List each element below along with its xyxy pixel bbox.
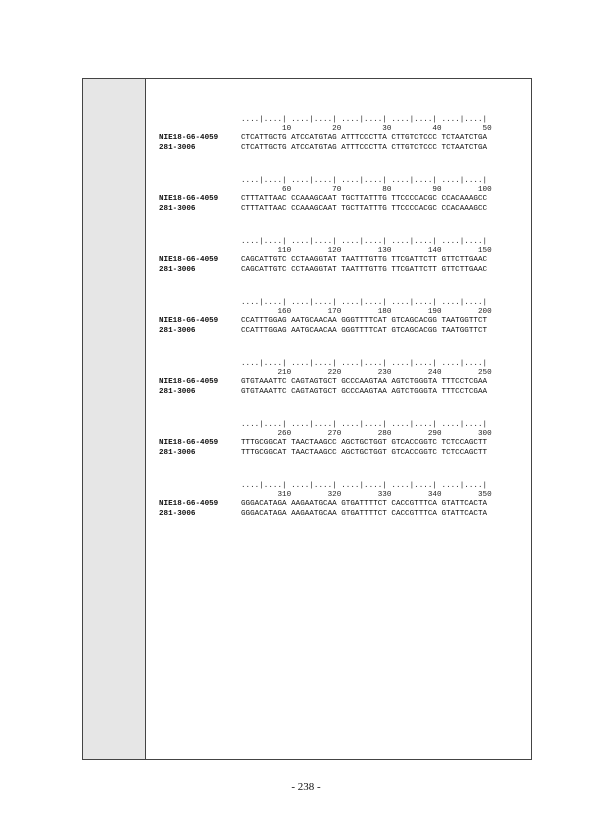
ruler-numbers: 10 20 30 40 50	[241, 125, 492, 133]
sequence-name: NIE18-G6-4059	[159, 195, 219, 203]
ruler-ticks: ....|....| ....|....| ....|....| ....|....| ....|....|	[241, 238, 488, 246]
ruler-numbers: 260 270 280 290 300	[241, 430, 492, 438]
alignment-block	[147, 238, 527, 288]
ruler-ticks: ....|....| ....|....| ....|....| ....|....| ....|....|	[241, 177, 488, 185]
alignment-content	[147, 79, 531, 759]
sequence-text: GTGTAAATTC CAGTAGTGCT GCCCAAGTAA AGTCTGGGTA TTTCCTCGAA	[241, 388, 488, 396]
sequence-name: 281-3006	[159, 266, 196, 274]
sequence-name: NIE18-G6-4059	[159, 134, 219, 142]
ruler-numbers: 210 220 230 240 250	[241, 369, 492, 377]
sequence-text: TTTGCGGCAT TAACTAAGCC AGCTGCTGGT GTCACCGGTC TCTCCAGCTT	[241, 439, 488, 447]
page-number: - 238 -	[291, 781, 321, 793]
alignment-block	[147, 299, 527, 349]
ruler-ticks: ....|....| ....|....| ....|....| ....|....| ....|....|	[241, 360, 488, 368]
sequence-text: TTTGCGGCAT TAACTAAGCC AGCTGCTGGT GTCACCGGTC TCTCCAGCTT	[241, 449, 488, 457]
sequence-name: NIE18-G6-4059	[159, 439, 219, 447]
alignment-block	[147, 421, 527, 471]
sequence-text: CTTTATTAAC CCAAAGCAAT TGCTTATTTG TTCCCCACGC CCACAAAGCC	[241, 205, 488, 213]
sequence-name: 281-3006	[159, 388, 196, 396]
sequence-text: CCATTTGGAG AATGCAACAA GGGTTTTCAT GTCAGCACGG TAATGGTTCT	[241, 327, 488, 335]
ruler-ticks: ....|....| ....|....| ....|....| ....|....| ....|....|	[241, 299, 488, 307]
alignment-frame	[82, 78, 532, 760]
sequence-name: NIE18-G6-4059	[159, 317, 219, 325]
sequence-name: NIE18-G6-4059	[159, 256, 219, 264]
sequence-name: 281-3006	[159, 327, 196, 335]
sequence-text: GGGACATAGA AAGAATGCAA GTGATTTTCT CACCGTTTCA GTATTCACTA	[241, 510, 488, 518]
left-margin-column	[83, 79, 146, 759]
sequence-text: CTTTATTAAC CCAAAGCAAT TGCTTATTTG TTCCCCACGC CCACAAAGCC	[241, 195, 488, 203]
alignment-block	[147, 360, 527, 410]
ruler-numbers: 60 70 80 90 100	[241, 186, 492, 194]
sequence-text: GGGACATAGA AAGAATGCAA GTGATTTTCT CACCGTTTCA GTATTCACTA	[241, 500, 488, 508]
sequence-name: 281-3006	[159, 510, 196, 518]
ruler-ticks: ....|....| ....|....| ....|....| ....|....| ....|....|	[241, 116, 488, 124]
ruler-ticks: ....|....| ....|....| ....|....| ....|....| ....|....|	[241, 421, 488, 429]
ruler-numbers: 160 170 180 190 200	[241, 308, 492, 316]
ruler-numbers: 110 120 130 140 150	[241, 247, 492, 255]
ruler-ticks: ....|....| ....|....| ....|....| ....|....| ....|....|	[241, 482, 488, 490]
ruler-numbers: 310 320 330 340 350	[241, 491, 492, 499]
sequence-name: NIE18-G6-4059	[159, 500, 219, 508]
sequence-text: GTGTAAATTC CAGTAGTGCT GCCCAAGTAA AGTCTGGGTA TTTCCTCGAA	[241, 378, 488, 386]
sequence-text: CTCATTGCTG ATCCATGTAG ATTTCCCTTA CTTGTCTCCC TCTAATCTGA	[241, 134, 488, 142]
sequence-text: CTCATTGCTG ATCCATGTAG ATTTCCCTTA CTTGTCTCCC TCTAATCTGA	[241, 144, 488, 152]
alignment-block	[147, 482, 527, 532]
alignment-block	[147, 177, 527, 227]
alignment-block	[147, 116, 527, 166]
sequence-text: CCATTTGGAG AATGCAACAA GGGTTTTCAT GTCAGCACGG TAATGGTTCT	[241, 317, 488, 325]
sequence-name: NIE18-G6-4059	[159, 378, 219, 386]
sequence-text: CAGCATTGTC CCTAAGGTAT TAATTTGTTG TTCGATTCTT GTTCTTGAAC	[241, 256, 488, 264]
sequence-name: 281-3006	[159, 144, 196, 152]
sequence-name: 281-3006	[159, 449, 196, 457]
sequence-text: CAGCATTGTC CCTAAGGTAT TAATTTGTTG TTCGATTCTT GTTCTTGAAC	[241, 266, 488, 274]
sequence-name: 281-3006	[159, 205, 196, 213]
